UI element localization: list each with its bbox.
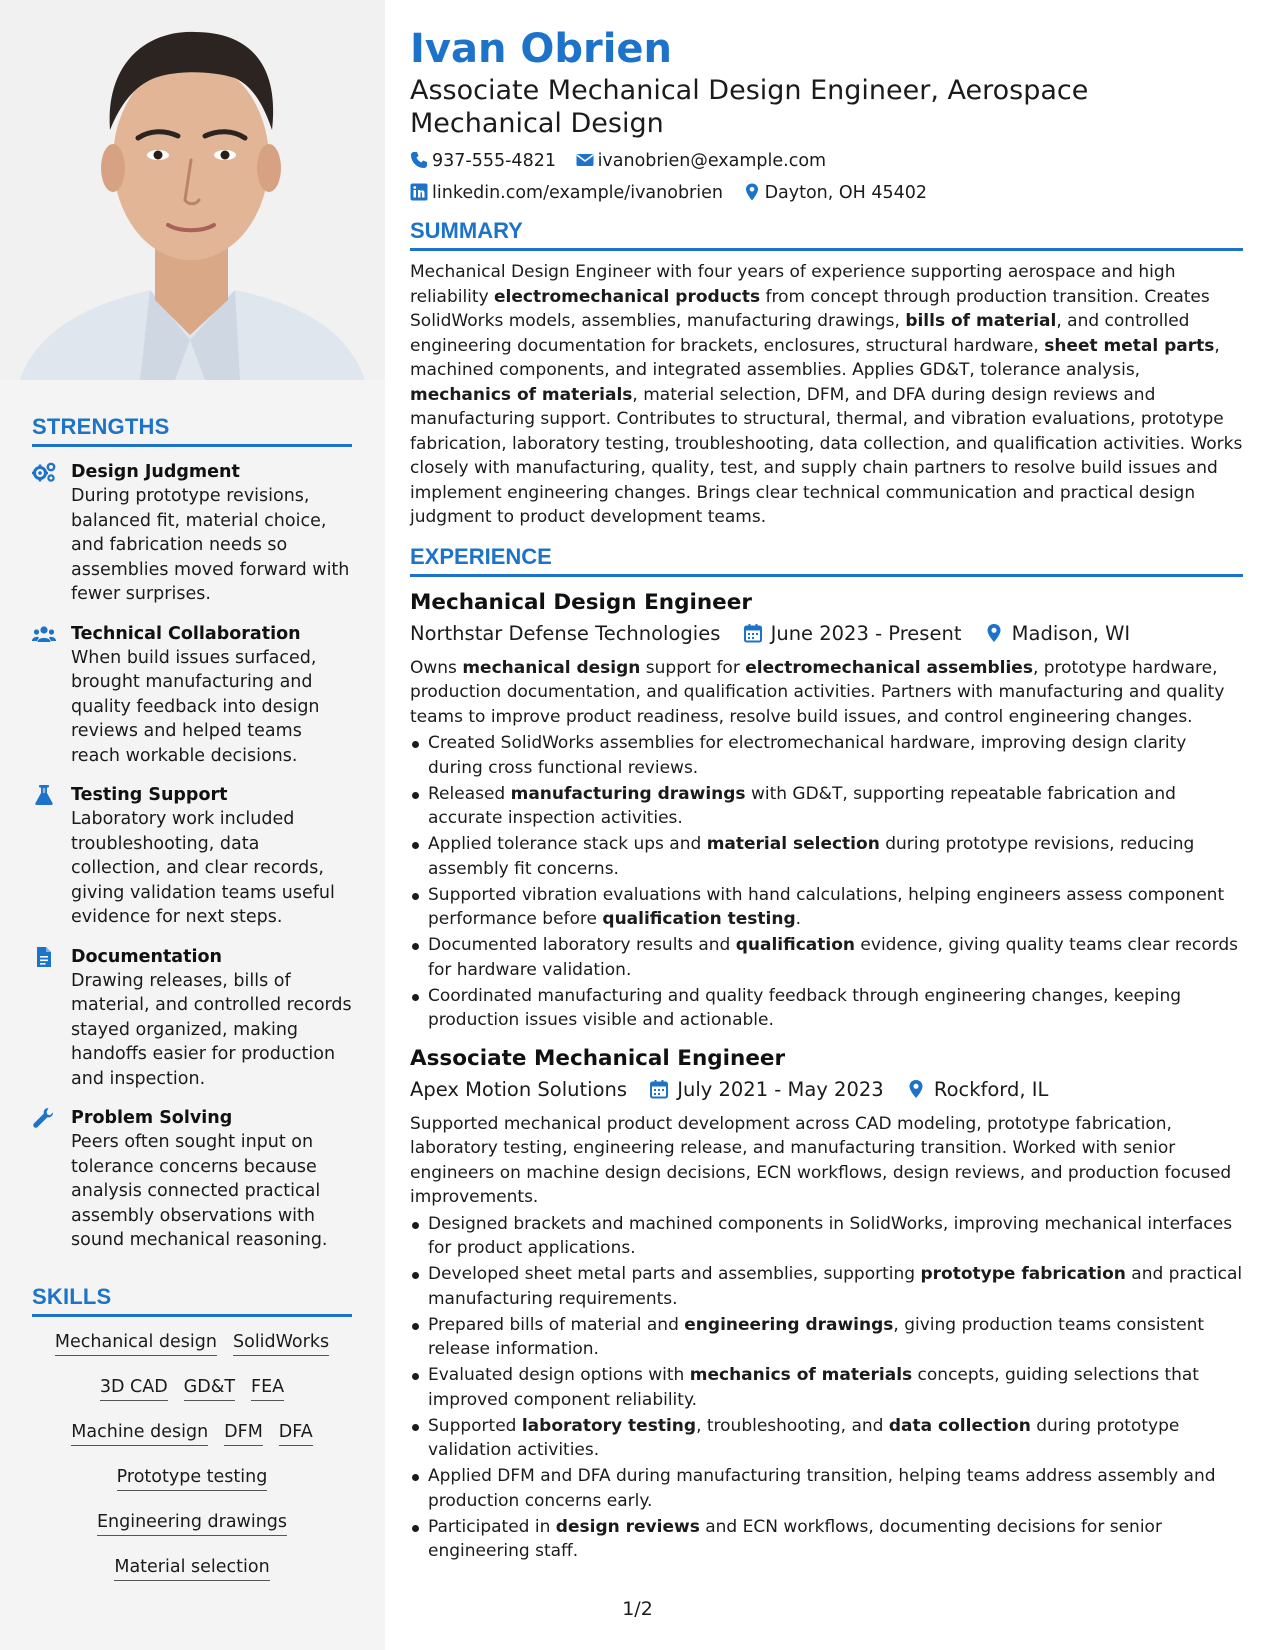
sidebar (0, 0, 385, 1650)
job-location (906, 1077, 1048, 1103)
linkedin-contact (410, 182, 723, 204)
bold-keyword: material selection (706, 834, 880, 854)
strength-description: Peers often sought input on tolerance concerns because analysis connected practical assembly observations with sound mechanical reasoning. (71, 1132, 328, 1250)
envelope-icon (576, 151, 594, 169)
map-pin-icon (906, 1079, 926, 1099)
linkedin-icon (410, 183, 428, 201)
bold-keyword: mechanics of materials (689, 1365, 913, 1385)
map-pin-icon (743, 183, 761, 201)
skill-tag: GD&T (184, 1375, 235, 1401)
text-run: Evaluated design options with (428, 1365, 690, 1385)
skill-row (32, 1555, 352, 1582)
job-bullets (410, 1212, 1243, 1564)
email-address[interactable]: ivanobrien@example.com (597, 151, 827, 171)
job-description (410, 1112, 1243, 1210)
bold-keyword: qualification (735, 935, 856, 955)
text-run: , prototype hardware, production documentation, and qualification activities. Partners with manufacturing and quality teams to improve product readiness, resolve build issues, and control engineering changes. (410, 657, 1225, 727)
text-run: and practical manufacturing requirements. (428, 1264, 1243, 1309)
main-content (410, 24, 1243, 1565)
page-number: 1/2 (622, 1598, 653, 1620)
phone-icon (410, 151, 428, 169)
text-run: support for (640, 657, 746, 678)
text-run: Supported (428, 1415, 522, 1436)
bullet-item (410, 1313, 1243, 1362)
dates-text: June 2023 - Present (770, 621, 962, 645)
bold-keyword: manufacturing drawings (510, 783, 746, 804)
text-run: Mechanical Design Engineer with four years of experience supporting aerospace and high reliability (410, 262, 1176, 307)
skill-row (32, 1465, 352, 1492)
bold-keyword: data collection (888, 1415, 1031, 1436)
flask-icon (32, 784, 56, 806)
text-run: Created SolidWorks assemblies for electromechanical hardware, improving design clarity during cross functional reviews. (428, 733, 1187, 778)
text-run: Released (428, 783, 511, 804)
company-name: Apex Motion Solutions (410, 1077, 628, 1101)
strength-title: Design Judgment (71, 462, 240, 482)
map-pin-icon (984, 623, 1004, 643)
text-run: Prepared bills of material and (428, 1314, 685, 1335)
bullet-item (410, 1363, 1243, 1412)
strength-title: Documentation (71, 946, 222, 967)
dates-text: July 2021 - May 2023 (677, 1077, 884, 1101)
phone-number: 937-555-4821 (432, 151, 556, 171)
location-text: Dayton, OH 45402 (764, 183, 928, 203)
bullet-item (410, 731, 1243, 780)
portrait-illustration (0, 0, 385, 380)
bold-keyword: laboratory testing (521, 1415, 697, 1436)
contact-line (410, 182, 1243, 204)
skill-row (32, 1420, 352, 1447)
text-run: Supported mechanical product development across CAD modeling, prototype fabrication, laboratory testing, engineering release, and manufacturing transition. Worked with senior engineers on machine design decisions, ECN workflows, design reviews, and production focused improvements. (410, 1113, 1232, 1207)
text-run: Owns (410, 657, 463, 678)
location-text: Madison, WI (1011, 621, 1131, 645)
contact-line (410, 150, 1243, 172)
bullet-item (410, 1414, 1243, 1463)
skill-tag: DFA (279, 1420, 313, 1446)
strength-title: Testing Support (71, 785, 228, 805)
skill-row (32, 1375, 352, 1402)
skill-tag: FEA (251, 1375, 284, 1401)
text-run: Applied tolerance stack ups and (428, 834, 707, 854)
wrench-icon (32, 1107, 56, 1129)
strength-description: Laboratory work included troubleshooting, data collection, and clear records, giving validation teams useful evidence for next steps. (71, 809, 335, 927)
bold-keyword: bills of material (905, 311, 1057, 331)
experience-heading: EXPERIENCE (410, 544, 1243, 577)
strength-description: Drawing releases, bills of material, and controlled records stayed organized, making handoffs easier for production and inspection. (71, 970, 352, 1089)
skill-tag: DFM (224, 1420, 263, 1446)
skills-heading: SKILLS (32, 1284, 352, 1317)
bold-keyword: electromechanical products (494, 286, 761, 307)
skill-tag: Engineering drawings (97, 1510, 287, 1536)
bold-keyword: mechanical design (462, 657, 641, 678)
text-run: Coordinated manufacturing and quality feedback through engineering changes, keeping production issues visible and actionable. (428, 985, 1182, 1030)
text-run: , machined components, and integrated assemblies. Applies GD&T, tolerance analysis, (410, 335, 1220, 380)
bold-keyword: electromechanical assemblies (745, 657, 1033, 678)
location-contact (743, 182, 928, 204)
summary-text (410, 260, 1243, 530)
text-run: , and controlled engineering documentation for brackets, enclosures, structural hardware, (410, 311, 1190, 356)
job-entry (410, 589, 1243, 1033)
text-run: Participated in (428, 1516, 556, 1537)
strength-description: When build issues surfaced, brought manufacturing and quality feedback into design reviews and helped teams reach workable decisions. (71, 647, 320, 766)
bullet-item (410, 832, 1243, 881)
text-run: concepts, guiding selections that improved component reliability. (428, 1365, 1199, 1410)
document-icon (32, 946, 56, 968)
text-run: and ECN workflows, documenting decisions for senior engineering staff. (428, 1516, 1162, 1561)
linkedin-url[interactable]: linkedin.com/example/ivanobrien (432, 183, 723, 203)
skill-row (32, 1330, 352, 1357)
job-title: Associate Mechanical Engineer (410, 1045, 786, 1071)
summary-heading: SUMMARY (410, 218, 1243, 251)
bullet-item (410, 782, 1243, 831)
skill-tag: Prototype testing (117, 1465, 268, 1491)
strengths-list (32, 460, 352, 1268)
skill-tag: 3D CAD (100, 1375, 168, 1401)
bullet-item (410, 1212, 1243, 1261)
candidate-title: Associate Mechanical Design Engineer, Aerospace Mechanical Design (410, 75, 1089, 139)
job-bullets (410, 731, 1243, 1033)
bullet-item (410, 984, 1243, 1033)
skill-tag: SolidWorks (233, 1330, 329, 1356)
strength-title: Problem Solving (71, 1108, 233, 1128)
job-meta (410, 1077, 1243, 1103)
job-title: Mechanical Design Engineer (410, 589, 752, 615)
job-dates (649, 1077, 883, 1103)
bold-keyword: design reviews (555, 1516, 700, 1537)
text-run: Documented laboratory results and (428, 935, 736, 955)
location-text: Rockford, IL (933, 1077, 1049, 1101)
strength-item (32, 945, 352, 1092)
text-run: , troubleshooting, and (696, 1415, 889, 1436)
text-run: Applied DFM and DFA during manufacturing transition, helping teams address assembly and production concerns early. (428, 1466, 1216, 1511)
text-run: Supported vibration evaluations with hand calculations, helping engineers assess component performance before (428, 884, 1225, 929)
skill-tag: Machine design (71, 1420, 208, 1446)
phone-contact (410, 150, 556, 172)
strength-item (32, 460, 352, 607)
calendar-icon (743, 623, 763, 643)
bullet-item (410, 1515, 1243, 1564)
text-run: Developed sheet metal parts and assemblies, supporting (428, 1264, 921, 1284)
job-description (410, 656, 1243, 730)
strengths-heading: STRENGTHS (32, 414, 352, 447)
job-entry (410, 1045, 1243, 1564)
users-icon (32, 623, 56, 645)
candidate-name: Ivan Obrien (410, 26, 673, 72)
text-run: Designed brackets and machined components in SolidWorks, improving mechanical interfaces for product applications. (428, 1213, 1233, 1258)
strength-description: During prototype revisions, balanced fit, material choice, and fabrication needs so assemblies moved forward with fewer surprises. (71, 486, 350, 604)
strength-item (32, 1106, 352, 1253)
bullet-item (410, 883, 1243, 932)
text-run: , giving production teams consistent release information. (428, 1314, 1205, 1359)
text-run: with GD&T, supporting repeatable fabrication and accurate inspection activities. (428, 783, 1176, 828)
company-name: Northstar Defense Technologies (410, 621, 721, 645)
job-location (984, 621, 1130, 647)
bullet-item (410, 1262, 1243, 1311)
bold-keyword: sheet metal parts (1044, 335, 1215, 356)
strength-title: Technical Collaboration (71, 623, 301, 644)
bold-keyword: prototype fabrication (920, 1264, 1126, 1284)
skill-row (32, 1510, 352, 1537)
text-run: evidence, giving quality teams clear records for hardware validation. (428, 935, 1239, 980)
gears-icon (32, 461, 56, 483)
email-contact (576, 150, 827, 172)
text-run: during prototype revisions, reducing assembly fit concerns. (428, 834, 1195, 879)
text-run: from concept through production transition. Creates SolidWorks models, assemblies, manufacturing drawings, (410, 286, 1210, 331)
skill-tag: Mechanical design (55, 1330, 217, 1356)
skills-list (32, 1330, 352, 1600)
text-run: , material selection, DFM, and DFA during design reviews and manufacturing support. Contributes to structural, thermal, and vibration evaluations, prototype fabrication, laboratory testing, troubleshooting, data collection, and qualification activities. Works closely with manufacturing, quality, test, and supply chain partners to resolve build issues and implement engineering changes. Brings clear technical communication and practical design judgment to product development teams. (410, 384, 1243, 527)
profile-photo (0, 0, 385, 380)
job-dates (743, 621, 962, 647)
bold-keyword: mechanics of materials (410, 384, 633, 405)
job-meta (410, 621, 1243, 647)
text-run: . (795, 909, 802, 929)
strength-item (32, 783, 352, 930)
bullet-item (410, 933, 1243, 982)
bullet-item (410, 1464, 1243, 1513)
calendar-icon (649, 1079, 669, 1099)
text-run: during prototype validation activities. (428, 1415, 1180, 1460)
strength-item (32, 622, 352, 769)
skill-tag: Material selection (114, 1555, 269, 1581)
bold-keyword: engineering drawings (684, 1314, 894, 1335)
bold-keyword: qualification testing (602, 909, 796, 929)
